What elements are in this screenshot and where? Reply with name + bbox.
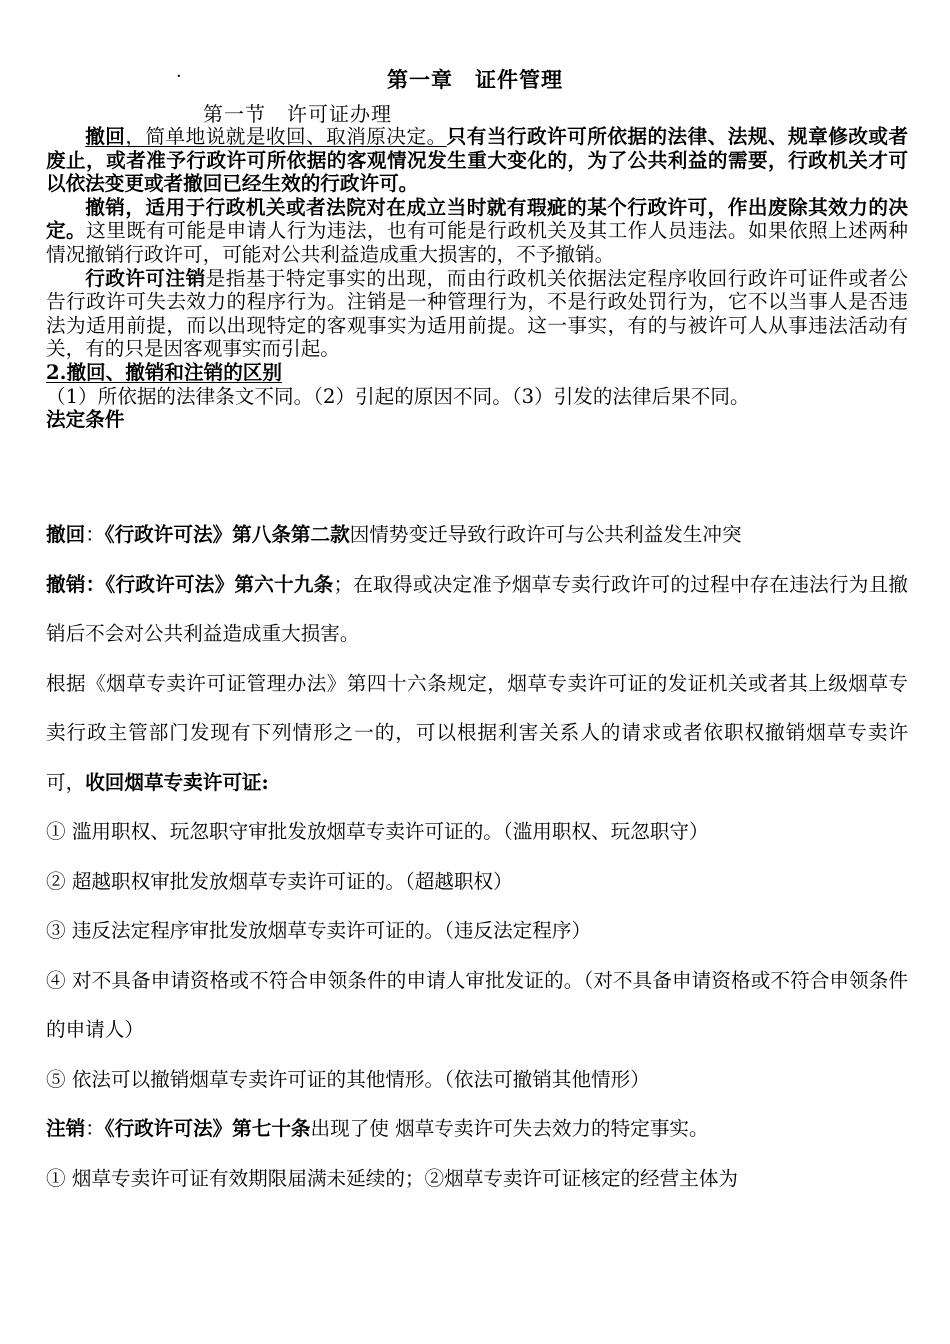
revoke-comma: ， [125, 125, 146, 148]
revoke-term: 撤回 [85, 125, 126, 148]
cancel-condition [46, 560, 908, 659]
deregister-condition-text: 出现了使 烟草专卖许可失去效力的特定事实。 [310, 1117, 709, 1140]
section-title: 第一节 许可证办理 [203, 102, 392, 126]
list-item-situation-2: ② 超越职权审批发放烟草专卖许可证的。（超越职权） [46, 869, 513, 893]
cancel-definition-bold: 撤销，适用于行政机关或者法院对在成立当时就有瑕疵的某个行政许可，作出废除其效力的决定。 [46, 195, 908, 243]
upper-text-block [46, 125, 908, 432]
paragraph-deregister-definition [46, 267, 908, 361]
revoke-condition-text: 因情势变迁导致行政许可与公共利益发生冲突 [349, 523, 742, 546]
list-item-situation-4: ④ 对不具备申请资格或不符合申领条件的申请人审批发证的。（对不具备申请资格或不符合申领条件的申请人） [46, 968, 908, 1041]
heading-differences: 2.撤回、撤销和注销的区别 [46, 360, 282, 384]
revoke-conditions: 只有当行政许可所依据的法律、法规、规章修改或者废止，或者准予行政许可所依据的客观情况发生重大变化的，为了公共利益的需要，行政机关才可以依法变更或者撤回已经生效的行政许可。 [46, 125, 909, 196]
deregister-label: 注销 [46, 1117, 86, 1140]
differences-list: （1）所依据的法律条文不同。（2）引起的原因不同。（3）引发的法律后果不同。 [46, 384, 750, 408]
paragraph-cancel-definition [46, 196, 908, 267]
revoke-simple-definition: 简单地说就是收回、取消原决定。 [145, 125, 447, 148]
list-item-situation-1: ① 滥用职权、玩忽职守审批发放烟草专卖许可证的。（滥用职权、玩忽职守） [46, 820, 709, 843]
list-item-situation-3: ③ 违反法定程序审批发放烟草专卖许可证的。（违反法定程序） [46, 919, 592, 942]
cancel-definition-rest: 这里既有可能是申请人行为违法，也有可能是行政机关及其工作人员违法。如果依照上述两种情况撤销行政许可，可能对公共利益造成重大损害的，不予撤销。 [46, 219, 909, 266]
recall-license-text: 收回烟草专卖许可证: [85, 770, 269, 794]
deregister-definition-rest: 是指基于特定事实的出现，而由行政机关依据法定程序收回行政许可证件或者公告行政许可失去效力的程序行为。注销是一种管理行为，不是行政处罚行为，它不以当事人是否违法为适用前提，而以出现特定的客观事实为适用前提。这一事实，有的与被许可人从事违法活动有关，有的只是因客观事实而引起。 [46, 266, 909, 361]
paragraph-revoke-definition [46, 125, 908, 196]
chapter-title: 第一章 证件管理 [387, 67, 563, 92]
deregister-situations-line: ① 烟草专卖许可证有效期限届满未延续的；②烟草专卖许可证核定的经营主体为 [46, 1166, 739, 1190]
list-item-situation-5: ⑤ 依法可以撤销烟草专卖许可证的其他情形。（依法可撤销其他情形） [46, 1067, 650, 1091]
heading-legal-conditions: 法定条件 [46, 408, 125, 432]
cancel-label-law: 撤销：《行政许可法》第六十九条 [46, 572, 334, 596]
revoke-label: 撤回 [46, 523, 86, 546]
deregister-law-reference: 《行政许可法》第七十条 [104, 1117, 311, 1140]
revoke-condition: 撤回：《行政许可法》第八条第二款因情势变迁导致行政许可与公共利益发生冲突 [46, 523, 742, 546]
bullet-dot: · [176, 66, 182, 87]
lower-text-block [46, 510, 908, 1203]
tobacco-regulation-basis: 根据《烟草专卖许可证管理办法》第四十六条规定，烟草专卖许可证的发证机关或者其上级烟草专卖行政主管部门发现有下列情形之一的，可以根据利害关系人的请求或者依职权撤销烟草专卖许可，收回烟草专卖许可证: [46, 671, 908, 794]
revoke-law-reference: 《行政许可法》第八条第二款 [104, 523, 350, 546]
deregister-condition: 注销：《行政许可法》第七十条出现了使 烟草专卖许可失去效力的特定事实。 [46, 1117, 709, 1140]
deregister-term: 行政许可注销 [85, 266, 206, 290]
cancel-condition-text: ；在取得或决定准予烟草专卖行政许可的过程中存在违法行为且撤销后不会对公共利益造成重大损害。 [46, 572, 909, 645]
